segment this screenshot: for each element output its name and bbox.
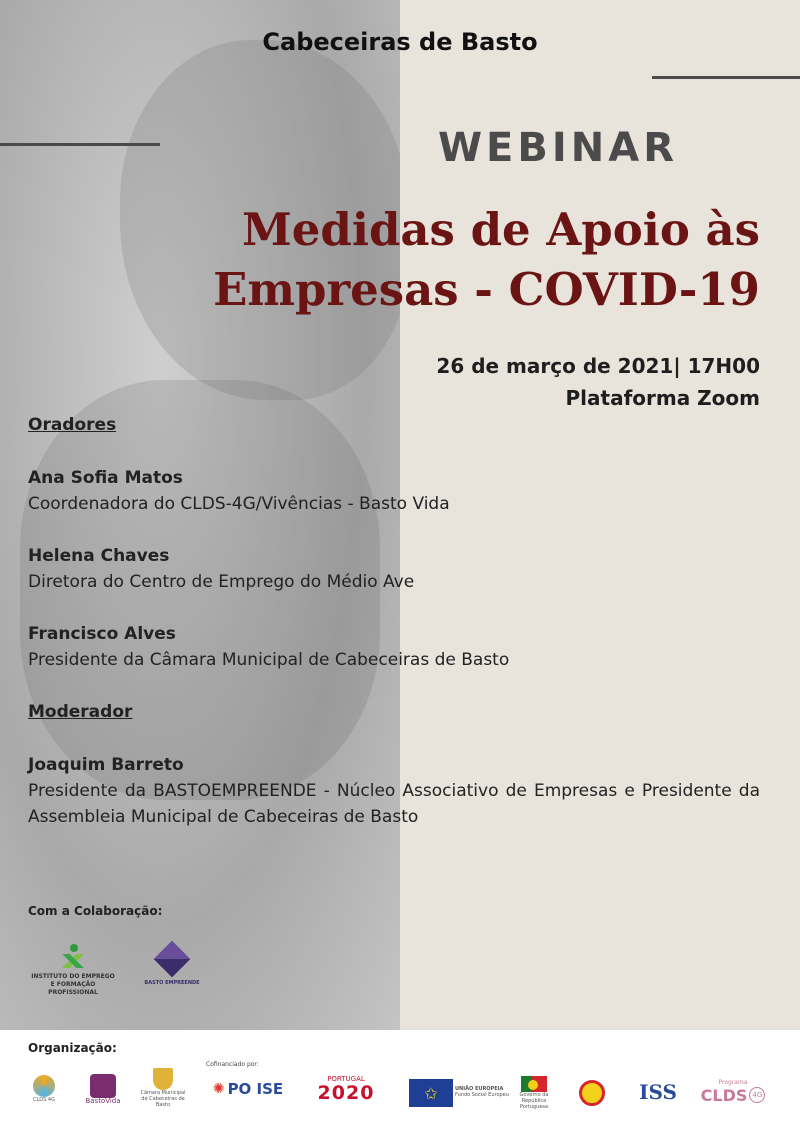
speaker-role: Coordenadora do CLDS-4G/Vivências - Basto Vida: [28, 494, 450, 514]
iefp-icon: [58, 944, 88, 970]
governo-logo: [512, 1076, 556, 1110]
event-details: [436, 350, 760, 414]
title-line-2: Empresas - COVID-19: [213, 263, 760, 316]
speakers-heading: Oradores: [28, 415, 117, 435]
decorative-rule-right: [652, 76, 800, 79]
eu-stars-icon: ✩: [409, 1079, 453, 1107]
speaker-name: Ana Sofia Matos: [28, 468, 183, 488]
moderator: [28, 752, 760, 830]
eu-text-logo: [455, 1080, 509, 1104]
moderator-heading: Moderador: [28, 702, 133, 722]
speaker-role: Presidente da Câmara Municipal de Cabeceiras de Basto: [28, 650, 510, 670]
clds-logo: [28, 1068, 60, 1110]
poise-logo-text: PO ISE: [227, 1080, 284, 1098]
coat-of-arms-icon: [153, 1068, 173, 1090]
iss-logo-text: ISS: [639, 1080, 677, 1104]
speaker: [28, 465, 760, 517]
bastovida-icon: [90, 1074, 116, 1098]
eu-text: UNIÃO EUROPEIA: [455, 1086, 504, 1092]
portugal2020-logo: [298, 1072, 394, 1108]
clds-icon: [33, 1075, 55, 1097]
iefp-logo-text: INSTITUTO DO EMPREGO E FORMAÇÃO PROFISSIONAL: [31, 973, 115, 996]
portugal-flag-icon: [521, 1076, 547, 1092]
clds4g-text: CLDS: [700, 1085, 748, 1105]
speaker: [28, 621, 760, 673]
speaker-name: Helena Chaves: [28, 546, 170, 566]
iefp-logo: [30, 944, 116, 997]
portugal2020-small-text: PORTUGAL: [327, 1075, 365, 1083]
location-title: Cabeceiras de Basto: [262, 28, 538, 56]
bastovida-logo: [80, 1068, 126, 1110]
event-platform: Plataforma Zoom: [565, 386, 760, 410]
clds4g-badge-icon: 4G: [749, 1087, 765, 1103]
poise-logo: [208, 1074, 288, 1104]
camara-municipal-logo: [140, 1066, 186, 1110]
bastovida-logo-text: BastoVida: [85, 1097, 121, 1105]
speaker-name: Francisco Alves: [28, 624, 176, 644]
republica-logo: [572, 1076, 612, 1110]
event-date: 26 de março de 2021| 17H00: [436, 354, 760, 378]
programa-text: Programa: [718, 1078, 748, 1086]
poise-icon: ✺: [212, 1081, 225, 1097]
bastoempreende-icon: [154, 941, 191, 978]
moderator-role: Presidente da BASTOEMPREENDE - Núcleo Associativo de Empresas e Presidente da Assembleia Municipal de Cabeceiras de Basto: [28, 781, 760, 827]
title-line-1: Medidas de Apoio às: [241, 203, 760, 256]
clds-logo-text: CLDS 4G: [33, 1097, 55, 1103]
iss-logo: [628, 1074, 688, 1110]
speaker: [28, 543, 760, 595]
cofinanced-label: Cofinanciado por:: [206, 1061, 259, 1068]
webinar-title: [213, 200, 760, 320]
speakers-section: [28, 412, 760, 856]
collaboration-label: Com a Colaboração:: [28, 904, 163, 918]
event-type: WEBINAR: [437, 125, 678, 171]
eu-flag-logo: [408, 1078, 454, 1108]
governo-logo-text: Governo da República Portuguesa: [519, 1092, 549, 1110]
republica-icon: [579, 1080, 605, 1106]
clds4g-mark: [701, 1086, 766, 1105]
fse-text: Fundo Social Europeu: [455, 1092, 509, 1098]
bastoempreende-logo-text: BASTO EMPREENDE: [144, 980, 200, 986]
programa-clds4g-logo: [698, 1074, 768, 1110]
organization-label: Organização:: [28, 1041, 117, 1055]
portugal2020-text: 2020: [317, 1082, 375, 1104]
bastoempreende-logo: [142, 944, 202, 986]
decorative-rule-left: [0, 143, 160, 146]
moderator-name: Joaquim Barreto: [28, 755, 184, 775]
speaker-role: Diretora do Centro de Emprego do Médio Ave: [28, 572, 415, 592]
camara-logo-text: Câmara Municipal de Cabeceiras de Basto: [140, 1090, 186, 1108]
